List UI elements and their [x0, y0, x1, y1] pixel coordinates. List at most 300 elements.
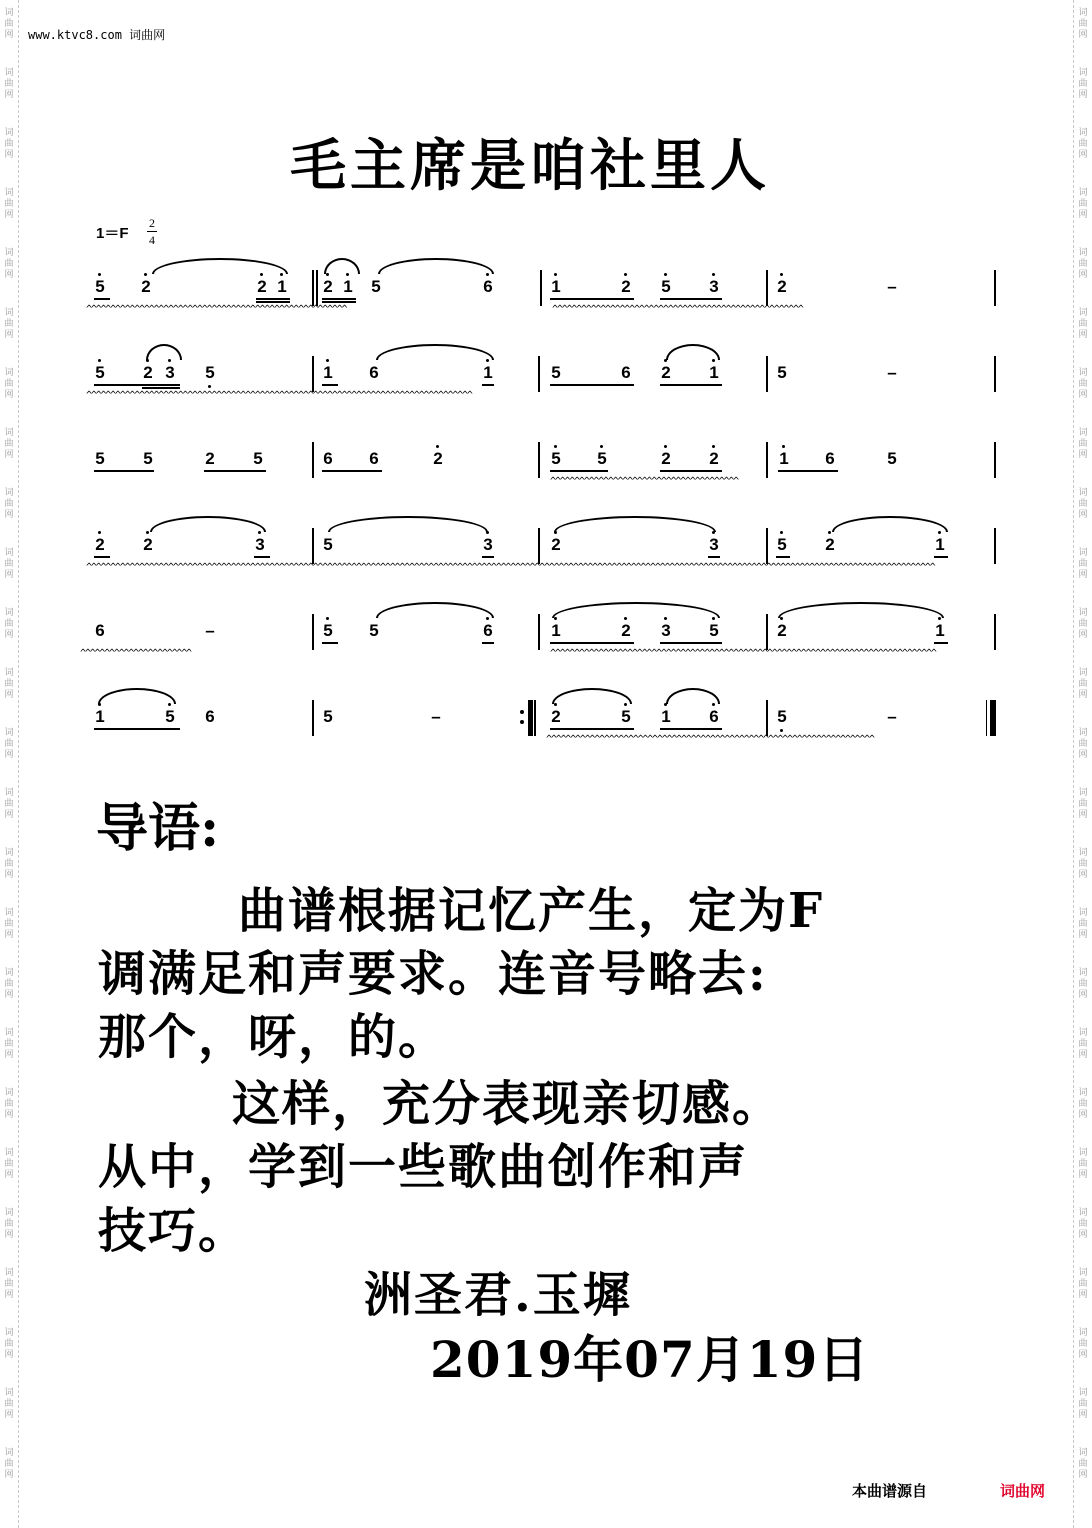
watermark-char: 网	[1078, 210, 1088, 220]
underline	[94, 470, 154, 472]
watermark-char: 曲	[4, 1459, 14, 1469]
page-title: 毛主席是咱社里人	[290, 133, 770, 199]
watermark-char: 词	[4, 248, 14, 258]
note: 2	[775, 621, 789, 641]
watermark-char: 词	[4, 1028, 14, 1038]
watermark-char: 曲	[1078, 259, 1088, 269]
note: 3	[659, 621, 673, 641]
underline	[482, 556, 494, 558]
watermark-char: 曲	[4, 679, 14, 689]
watermark-char: 词	[1078, 908, 1088, 918]
octave-dot	[326, 617, 329, 620]
watermark-char: 词	[4, 1088, 14, 1098]
watermark-char: 网	[4, 90, 14, 100]
watermark-char: 词	[4, 188, 14, 198]
intro-line-2: 调满足和声要求。连音号略去:	[98, 946, 768, 1002]
lyric-placeholder: ^^^^^^^^^^^^^^^^^^^^^^^^^^^^^^^^^^^^^^^^^^^^^^^^^^^^	[552, 304, 803, 315]
watermark-char: 网	[1078, 1350, 1088, 1360]
note: 1	[549, 277, 563, 297]
watermark-char: 网	[1078, 1290, 1088, 1300]
barline	[766, 356, 768, 392]
watermark-char: 网	[4, 1290, 14, 1300]
note: 6	[481, 621, 495, 641]
underline	[94, 298, 110, 300]
underline	[660, 384, 722, 386]
underline	[934, 556, 948, 558]
watermark-char: 网	[1078, 90, 1088, 100]
barline	[994, 356, 996, 392]
watermark-char: 词	[1078, 308, 1088, 318]
octave-low-dot	[208, 385, 211, 388]
note: 2	[139, 277, 153, 297]
watermark-char: 网	[4, 1470, 14, 1480]
note: 3	[163, 363, 177, 383]
watermark-char: 词	[1078, 248, 1088, 258]
note: 2	[321, 277, 335, 297]
watermark-char: 曲	[1078, 1099, 1088, 1109]
note: 3	[707, 535, 721, 555]
underline	[482, 384, 494, 386]
watermark-char: 网	[4, 30, 14, 40]
watermark-char: 网	[1078, 1110, 1088, 1120]
underline	[322, 384, 338, 386]
note: 3	[253, 535, 267, 555]
watermark-char: 词	[1078, 128, 1088, 138]
note: 5	[619, 707, 633, 727]
underline	[322, 301, 356, 303]
barline	[312, 442, 314, 478]
note: 3	[707, 277, 721, 297]
watermark-char: 网	[4, 1230, 14, 1240]
lyric-placeholder: ^^^^^^^^^^^^^^^^^^^^^^^^^^^^^^^^^^^^^^^^^^^^^^^^^^^^^^^^^^^^^^^^^^^^^^^^^^^^^^^^^^^^^^^^^^^^^^^^^^^^^^^^^^^^^^^^^^^^^^^^^^^^^^^^^^^^^^^^^^^^^^^^^^^^^^^^^^^^^^^^^^^^^^^^^^^^^^^^	[86, 562, 935, 573]
watermark-char: 词	[1078, 8, 1088, 18]
intro-line-3: 那个，呀，的。	[98, 1009, 449, 1065]
octave-dot	[98, 359, 101, 362]
watermark-char: 曲	[1078, 439, 1088, 449]
watermark-char: 曲	[4, 319, 14, 329]
watermark-char: 曲	[1078, 1339, 1088, 1349]
barline	[766, 614, 768, 650]
note: 2	[141, 535, 155, 555]
note: 5	[371, 277, 381, 296]
watermark-char: 网	[1078, 1410, 1088, 1420]
watermark-char: 曲	[1078, 139, 1088, 149]
note: 2	[205, 449, 215, 468]
watermark-char: 词	[1078, 1388, 1088, 1398]
octave-high-dot	[436, 445, 439, 448]
meter-top: 2	[149, 216, 155, 230]
note: 2	[255, 277, 269, 297]
note: 2	[619, 277, 633, 297]
watermark-char: 词	[4, 908, 14, 918]
note: 5	[777, 363, 787, 382]
note: 1	[481, 363, 495, 383]
watermark-char: 网	[4, 750, 14, 760]
note: 6	[95, 621, 105, 640]
octave-dot	[712, 273, 715, 276]
underline	[550, 298, 634, 300]
lyric-placeholder: ^^^^^^^^^^^^^^^^^^^^^^^^^^^^^^^^^^^^^^^^^^^^^^^^^^^^^^^^^^^^^^^^^^^^^^^^^^^^^^^^	[86, 390, 472, 401]
note: –	[887, 277, 897, 296]
underline	[94, 384, 180, 386]
watermark-char: 曲	[4, 79, 14, 89]
watermark-char: 词	[1078, 608, 1088, 618]
watermark-char: 词	[1078, 848, 1088, 858]
underline	[550, 470, 608, 472]
watermark-char: 网	[1078, 1050, 1088, 1060]
watermark-char: 曲	[4, 19, 14, 29]
underline	[94, 556, 110, 558]
watermark-char: 词	[1078, 1088, 1088, 1098]
watermark-char: 词	[4, 68, 14, 78]
octave-high-dot	[712, 445, 715, 448]
watermark-char: 网	[4, 930, 14, 940]
watermark-char: 词	[1078, 1268, 1088, 1278]
octave-high-dot	[780, 273, 783, 276]
underline	[322, 298, 356, 300]
note: 1	[933, 621, 947, 641]
lyric-placeholder: ^^^^^^^^^^^^^^^^^^^^^^^^^^^^^^^^^^^^^^^^^^^^^^^^^^^^^^^^^^^^^^^^^^^^	[546, 734, 874, 745]
underline	[142, 387, 180, 389]
watermark-char: 曲	[4, 919, 14, 929]
repeat-dot	[520, 720, 524, 724]
barline	[538, 356, 540, 392]
watermark-char: 网	[1078, 510, 1088, 520]
meter-bottom: 4	[149, 233, 155, 247]
barline	[538, 528, 540, 564]
repeat-barline	[528, 700, 533, 736]
underline	[660, 728, 722, 730]
underline	[550, 384, 634, 386]
note: 2	[619, 621, 633, 641]
watermark-char: 曲	[1078, 379, 1088, 389]
watermark-char: 词	[4, 668, 14, 678]
watermark-char: 曲	[4, 1339, 14, 1349]
watermark-char: 词	[4, 1208, 14, 1218]
watermark-char: 词	[4, 428, 14, 438]
watermark-char: 网	[1078, 150, 1088, 160]
watermark-char: 网	[4, 1110, 14, 1120]
watermark-char: 词	[1078, 368, 1088, 378]
watermark-char: 词	[4, 368, 14, 378]
barline	[540, 270, 542, 306]
watermark-char: 曲	[1078, 1279, 1088, 1289]
barline	[766, 700, 768, 736]
note: 2	[549, 535, 563, 555]
octave-high-dot	[554, 273, 557, 276]
key-signature: 1＝F	[96, 225, 129, 242]
watermark-char: 词	[4, 608, 14, 618]
watermark-char: 曲	[1078, 799, 1088, 809]
octave-high-dot	[828, 531, 831, 534]
watermark-char: 网	[1078, 330, 1088, 340]
note: 1	[321, 363, 335, 383]
underline	[660, 470, 722, 472]
note: 5	[887, 449, 897, 468]
watermark-char: 曲	[4, 1219, 14, 1229]
underline	[204, 470, 266, 472]
watermark-char: 词	[4, 1328, 14, 1338]
underline	[778, 470, 838, 472]
watermark-char: 网	[4, 210, 14, 220]
watermark-char: 曲	[4, 1039, 14, 1049]
watermark-char: 词	[4, 128, 14, 138]
watermark-char: 词	[1078, 488, 1088, 498]
octave-dot	[98, 273, 101, 276]
note: 1	[933, 535, 947, 555]
barline	[538, 614, 540, 650]
note: 5	[93, 277, 107, 297]
watermark-char: 曲	[1078, 499, 1088, 509]
watermark-char: 词	[4, 728, 14, 738]
barline	[994, 614, 996, 650]
barline	[994, 270, 996, 306]
intro-heading: 导语:	[96, 798, 220, 859]
slur-arc	[378, 258, 494, 274]
note: 1	[275, 277, 289, 297]
octave-high-dot	[98, 531, 101, 534]
time-signature	[146, 216, 158, 247]
watermark-char: 网	[4, 810, 14, 820]
octave-dot	[780, 531, 783, 534]
barline	[312, 614, 314, 650]
watermark-char: 词	[1078, 1448, 1088, 1458]
watermark-char: 曲	[4, 799, 14, 809]
watermark-char: 词	[4, 788, 14, 798]
note: 5	[775, 707, 789, 727]
barline	[316, 270, 318, 306]
watermark-char: 曲	[1078, 1219, 1088, 1229]
watermark-char: 网	[4, 690, 14, 700]
watermark-char: 曲	[4, 1399, 14, 1409]
note: 6	[323, 449, 333, 468]
watermark-char: 曲	[1078, 1399, 1088, 1409]
watermark-char: 词	[1078, 968, 1088, 978]
octave-high-dot	[326, 359, 329, 362]
watermark-char: 曲	[4, 1099, 14, 1109]
watermark-char: 网	[1078, 270, 1088, 280]
watermark-char: 曲	[4, 499, 14, 509]
octave-dot	[554, 445, 557, 448]
watermark-char: 曲	[4, 139, 14, 149]
barline	[538, 442, 540, 478]
note: 2	[823, 535, 837, 555]
lyric-placeholder: ^^^^^^^^^^^^^^^^^^^^^^^^^^^^^^^^^^^^^^^	[550, 476, 738, 487]
watermark-char: 网	[4, 270, 14, 280]
note: 5	[203, 363, 217, 383]
watermark-char: 网	[1078, 870, 1088, 880]
intro-author: 洲圣君.玉墀	[364, 1267, 633, 1323]
watermark-char: 词	[1078, 1148, 1088, 1158]
watermark-char: 词	[1078, 188, 1088, 198]
watermark-char: 曲	[4, 559, 14, 569]
watermark-char: 网	[4, 570, 14, 580]
intro-line-4: 这样，充分表现亲切感。	[232, 1076, 783, 1132]
slur-arc	[324, 258, 360, 274]
watermark-char: 网	[4, 150, 14, 160]
note: 5	[323, 535, 333, 554]
note: –	[431, 707, 441, 726]
note: 2	[141, 363, 155, 383]
watermark-char: 词	[4, 1388, 14, 1398]
note: 2	[431, 449, 445, 469]
watermark-char: 词	[1078, 1208, 1088, 1218]
watermark-char: 网	[4, 390, 14, 400]
underline	[708, 556, 720, 558]
watermark-char: 词	[1078, 68, 1088, 78]
watermark-char: 曲	[1078, 679, 1088, 689]
note: 2	[659, 449, 673, 469]
note: 1	[707, 363, 721, 383]
watermark-char: 词	[4, 1268, 14, 1278]
note: 5	[163, 707, 177, 727]
note: –	[887, 363, 897, 382]
note: 5	[551, 363, 561, 382]
octave-high-dot	[624, 273, 627, 276]
watermark-char: 网	[1078, 30, 1088, 40]
watermark-char: 网	[4, 1350, 14, 1360]
repeat-dot	[520, 710, 524, 714]
note: 5	[549, 449, 563, 469]
watermark-char: 网	[1078, 690, 1088, 700]
watermark-char: 曲	[1078, 859, 1088, 869]
note: 1	[93, 707, 107, 727]
watermark-char: 词	[4, 848, 14, 858]
watermark-char: 词	[4, 968, 14, 978]
watermark-char: 曲	[4, 199, 14, 209]
note: 1	[659, 707, 673, 727]
watermark-char: 词	[4, 488, 14, 498]
watermark-char: 词	[1078, 668, 1088, 678]
note: 5	[775, 535, 789, 555]
underline	[550, 642, 634, 644]
watermark-char: 词	[4, 308, 14, 318]
watermark-char: 词	[1078, 1328, 1088, 1338]
watermark-char: 网	[1078, 570, 1088, 580]
watermark-char: 曲	[4, 1279, 14, 1289]
underline	[256, 298, 290, 300]
note: 1	[549, 621, 563, 641]
lyric-placeholder: ^^^^^^^^^^^^^^^^^^^^^^^^^^^^^^^^^^^^^^^^^^^^^^^^^^^^^^^^^^^^^^^^^^^^^^^^^^^^^^^^	[550, 648, 936, 659]
note: 6	[707, 707, 721, 727]
octave-high-dot	[146, 531, 149, 534]
watermark-char: 词	[1078, 788, 1088, 798]
watermark-char: 网	[4, 450, 14, 460]
site-url: www.ktvc8.com 词曲网	[28, 28, 166, 42]
note: 6	[481, 277, 495, 297]
intro-line-5: 从中，学到一些歌曲创作和声	[98, 1139, 749, 1195]
watermark-char: 曲	[4, 739, 14, 749]
barline	[994, 528, 996, 564]
barline	[534, 700, 536, 736]
note: 3	[481, 535, 495, 555]
lyric-placeholder: ^^^^^^^^^^^^^^^^^^^^^^^	[80, 648, 191, 659]
intro-line-1: 曲谱根据记忆产生，定为F	[238, 883, 825, 939]
watermark-char: 曲	[1078, 979, 1088, 989]
octave-high-dot	[782, 445, 785, 448]
note: 5	[659, 277, 673, 297]
watermark-char: 曲	[1078, 79, 1088, 89]
watermark-char: 曲	[4, 439, 14, 449]
barline	[312, 528, 314, 564]
final-barline-thick	[990, 700, 995, 736]
watermark-char: 曲	[1078, 1459, 1088, 1469]
intro-line-6: 技巧。	[98, 1203, 249, 1259]
note: 1	[341, 277, 355, 297]
underline	[660, 298, 722, 300]
watermark-char: 曲	[1078, 199, 1088, 209]
footer-brand[interactable]: 词曲网	[1000, 1482, 1046, 1500]
note: 5	[595, 449, 609, 469]
watermark-char: 词	[4, 1148, 14, 1158]
octave-dot	[600, 445, 603, 448]
note: 6	[621, 363, 631, 382]
underline	[550, 728, 634, 730]
watermark-char: 词	[4, 1448, 14, 1458]
note: 5	[95, 449, 105, 468]
watermark-char: 网	[4, 330, 14, 340]
watermark-char: 词	[1078, 728, 1088, 738]
watermark-char: 网	[1078, 630, 1088, 640]
note: 5	[253, 449, 263, 468]
note: 2	[549, 707, 563, 727]
watermark-char: 网	[1078, 930, 1088, 940]
note: 5	[707, 621, 721, 641]
watermark-char: 曲	[1078, 559, 1088, 569]
note: –	[887, 707, 897, 726]
watermark-char: 网	[1078, 390, 1088, 400]
watermark-char: 曲	[4, 979, 14, 989]
watermark-char: 网	[1078, 810, 1088, 820]
watermark-char: 曲	[1078, 1159, 1088, 1169]
note: 5	[323, 707, 333, 726]
lyric-placeholder: ^^^^^^^^^^^^^^^^^^^^^^^^^^^^^^^^^^^^^^^^^^^^^^^^^^^^^^	[86, 304, 347, 315]
watermark-char: 网	[4, 630, 14, 640]
note: 5	[143, 449, 153, 468]
note: 2	[93, 535, 107, 555]
watermark-char: 曲	[1078, 919, 1088, 929]
underline	[254, 556, 270, 558]
watermark-char: 曲	[1078, 19, 1088, 29]
note: 5	[93, 363, 107, 383]
underline	[660, 642, 722, 644]
barline	[766, 442, 768, 478]
watermark-char: 词	[1078, 1028, 1088, 1038]
intro-date: 2019年07月19日	[430, 1330, 870, 1389]
watermark-char: 网	[1078, 1170, 1088, 1180]
watermark-char: 曲	[1078, 619, 1088, 629]
note: –	[205, 621, 215, 640]
watermark-char: 网	[1078, 1230, 1088, 1240]
watermark-char: 曲	[4, 259, 14, 269]
watermark-char: 词	[4, 548, 14, 558]
barline	[312, 270, 314, 306]
watermark-char: 词	[1078, 548, 1088, 558]
watermark-char: 网	[4, 1170, 14, 1180]
watermark-char: 曲	[4, 619, 14, 629]
watermark-char: 网	[4, 990, 14, 1000]
watermark-char: 曲	[1078, 739, 1088, 749]
slur-arc	[152, 258, 288, 274]
underline	[482, 642, 494, 644]
watermark-char: 词	[4, 8, 14, 18]
watermark-char: 网	[4, 1410, 14, 1420]
score-row-2	[0, 363, 1092, 454]
watermark-char: 曲	[1078, 1039, 1088, 1049]
underline	[776, 556, 790, 558]
note: 5	[369, 621, 379, 640]
underline	[934, 642, 948, 644]
